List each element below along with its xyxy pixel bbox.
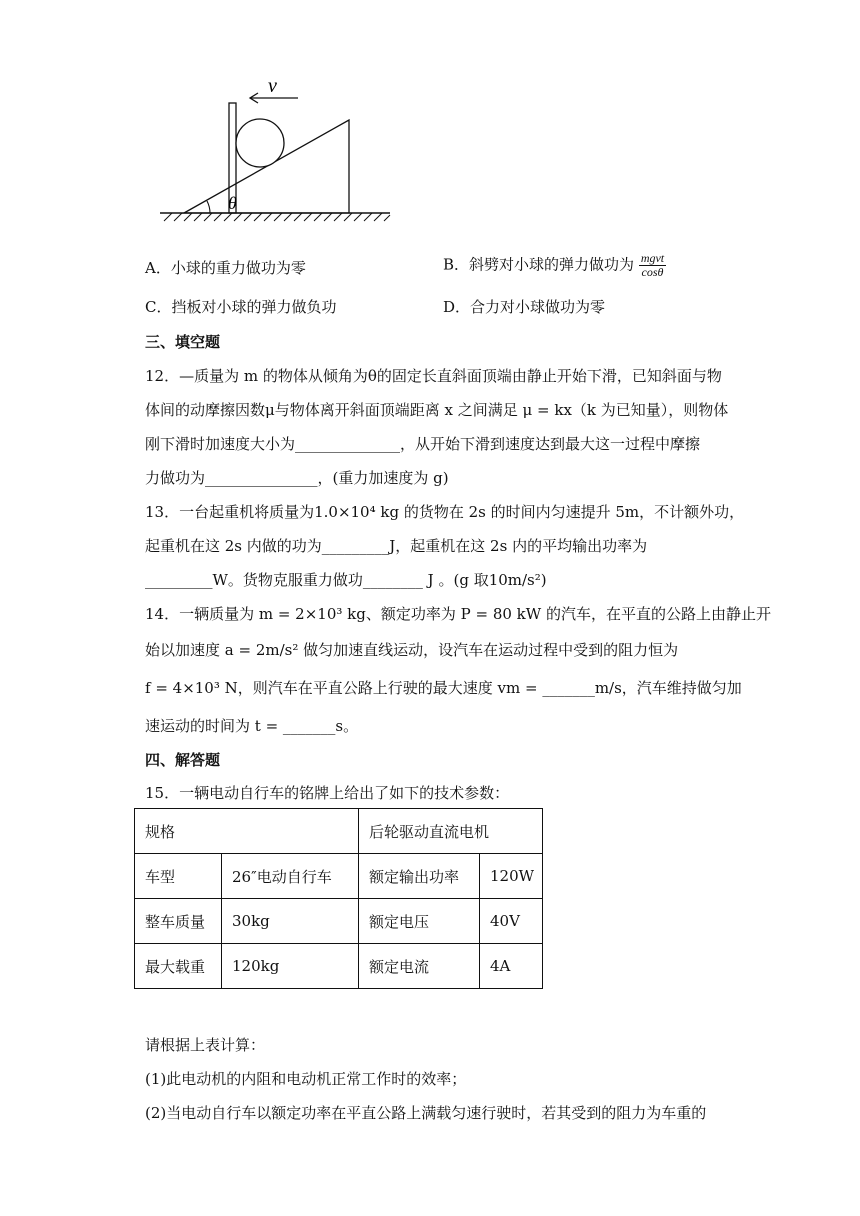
- table-cell: 最大载重: [135, 944, 222, 989]
- q12-line-3: 刚下滑时加速度大小为______________，从开始下滑到速度达到最大这一过程中摩擦: [145, 435, 701, 453]
- option-b: [443, 252, 666, 279]
- section-heading-answer: 四、解答题: [145, 751, 221, 769]
- table-cell: 额定电流: [359, 944, 480, 989]
- q13-line-3: _________W。货物克服重力做功________ J 。(g 取10m/s²): [145, 571, 547, 589]
- q15-part-2: (2)当电动自行车以额定功率在平直公路上满载匀速行驶时，若其受到的阻力为车重的: [145, 1104, 707, 1122]
- option-d: D．合力对小球做功为零: [443, 298, 606, 316]
- table-header-cell: 规格: [135, 809, 359, 854]
- table-cell: 额定输出功率: [359, 854, 480, 899]
- q13-line-1: 13．一台起重机将质量为1.0×10⁴ kg 的货物在 2s 的时间内匀速提升 5m，不计额外功，: [145, 503, 745, 521]
- table-row: [135, 899, 543, 944]
- q12-line-2: 体间的动摩擦因数μ与物体离开斜面顶端距离 x 之间满足 μ = kx（k 为已知量），则物体: [145, 401, 729, 419]
- section-heading-fill-blank: 三、填空题: [145, 333, 221, 351]
- angle-label: θ: [228, 193, 237, 213]
- table-cell: 额定电压: [359, 899, 480, 944]
- option-a: A．小球的重力做功为零: [145, 259, 306, 277]
- q15-intro: 15．一辆电动自行车的铭牌上给出了如下的技术参数：: [145, 784, 510, 802]
- fraction-denominator: cosθ: [641, 265, 664, 279]
- table-cell: 40V: [480, 899, 543, 944]
- angle-arc: [207, 201, 210, 213]
- option-c: C．挡板对小球的弹力做负功: [145, 298, 337, 316]
- table-row: [135, 854, 543, 899]
- q15-ask: 请根据上表计算：: [145, 1036, 266, 1054]
- table-row: [135, 944, 543, 989]
- q12-line-4: 力做功为_______________，(重力加速度为 g): [145, 469, 449, 487]
- q13-line-2: 起重机在这 2s 内做的功为_________J，起重机在这 2s 内的平均输出功率为: [145, 537, 648, 555]
- table-cell: 30kg: [222, 899, 359, 944]
- ground-hatching: [164, 213, 390, 221]
- table-cell: 26″电动自行车: [222, 854, 359, 899]
- table-cell: 4A: [480, 944, 543, 989]
- table-header-row: [135, 809, 543, 854]
- q14-line-1: 14．一辆质量为 m = 2×10³ kg、额定功率为 P = 80 kW 的汽车，在平直的公路上由静止开: [145, 605, 771, 623]
- velocity-label: v: [268, 75, 277, 97]
- q12-line-1: 12．—质量为 m 的物体从倾角为θ的固定长直斜面顶端由静止开始下滑，已知斜面与物: [145, 367, 722, 385]
- table-header-cell: 后轮驱动直流电机: [359, 809, 543, 854]
- option-b-fraction: [639, 252, 666, 279]
- q14-line-3: f = 4×10³ N，则汽车在平直公路上行驶的最大速度 vm = _______m/s，汽车维持做匀加: [145, 679, 742, 697]
- q15-part-1: (1)此电动机的内阻和电动机正常工作时的效率；: [145, 1070, 467, 1088]
- option-b-text: B．斜劈对小球的弹力做功为: [443, 255, 635, 274]
- table-cell: 车型: [135, 854, 222, 899]
- q14-line-2: 始以加速度 a = 2m/s² 做匀加速直线运动，设汽车在运动过程中受到的阻力恒为: [145, 641, 679, 659]
- ball: [236, 119, 284, 167]
- table-cell: 120W: [480, 854, 543, 899]
- fraction-numerator: mgvt: [640, 251, 665, 265]
- table-cell: 120kg: [222, 944, 359, 989]
- spec-table: [134, 808, 543, 989]
- table-cell: 整车质量: [135, 899, 222, 944]
- q14-line-4: 速运动的时间为 t = _______s。: [145, 717, 359, 735]
- incline-ball-figure: [150, 70, 410, 230]
